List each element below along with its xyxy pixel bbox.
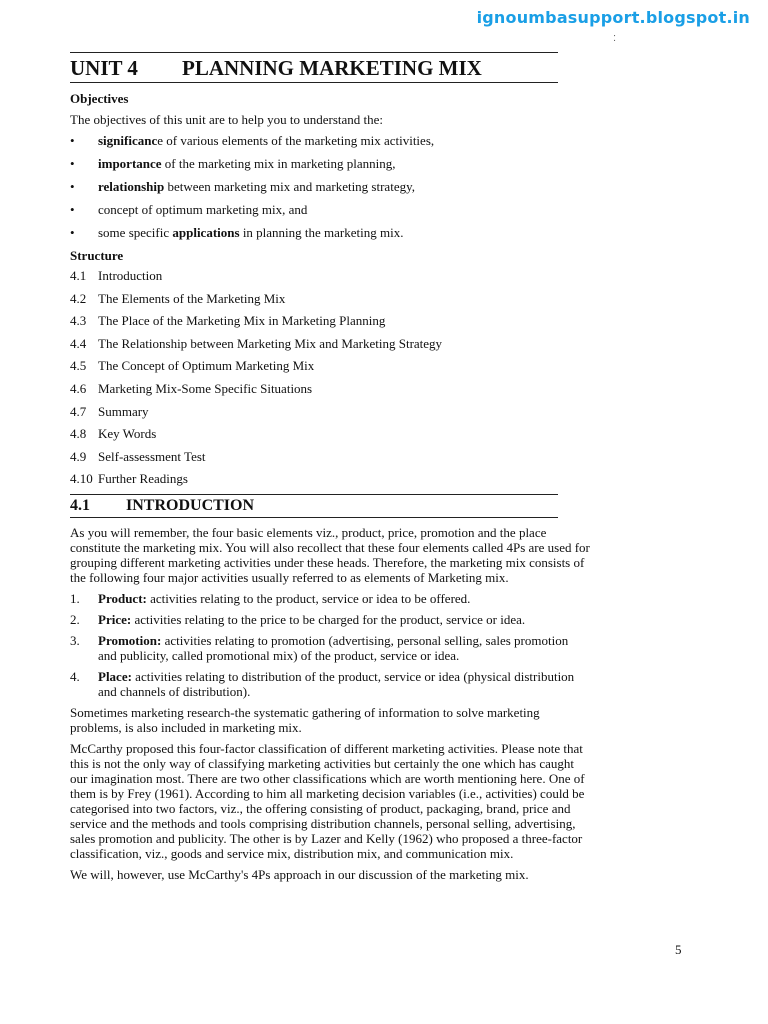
research-paragraph: Sometimes marketing research-the systematic gathering of information to solve marketing problems, is also included in marketing mix. xyxy=(70,704,540,735)
structure-label: Marketing Mix-Some Specific Situations xyxy=(98,380,313,396)
closing-paragraph: We will, however, use McCarthy's 4Ps approach in our discussion of the marketing mix. xyxy=(70,866,529,882)
objective-item xyxy=(70,202,590,217)
watermark-url: ignoumbasupport.blogspot.in xyxy=(476,8,750,27)
objectives-heading: Objectives xyxy=(70,91,129,106)
objective-bold: relationship xyxy=(98,179,165,194)
watermark-mark: : xyxy=(612,32,616,44)
objective-text: e of various elements of the marketing mix activities, xyxy=(157,133,435,148)
structure-item xyxy=(70,404,590,419)
element-bold: Promotion: xyxy=(98,632,162,648)
element-num: 3. xyxy=(70,632,80,648)
element-text: activities relating to promotion (advertising, personal selling, sales promotion and publicity, called promotional mix) of the product, service or idea. xyxy=(98,632,569,663)
structure-item xyxy=(70,268,590,283)
structure-list xyxy=(70,268,590,486)
element-num: 4. xyxy=(70,668,80,684)
section-title-text: INTRODUCTION xyxy=(126,496,255,514)
objective-bold: significanc xyxy=(98,133,158,148)
objective-text: between marketing mix and marketing strategy, xyxy=(164,179,415,194)
bullet-icon: • xyxy=(70,133,75,148)
structure-num: 4.2 xyxy=(70,290,87,306)
section-number: 4.1 xyxy=(70,496,90,514)
structure-label: Summary xyxy=(98,403,149,419)
element-item xyxy=(70,669,590,699)
page-number: 5 xyxy=(675,942,682,957)
structure-num: 4.9 xyxy=(70,448,87,464)
unit-number: UNIT 4 xyxy=(70,56,138,80)
structure-item xyxy=(70,313,590,328)
marketing-elements-list xyxy=(70,591,590,699)
structure-num: 4.1 xyxy=(70,268,87,283)
element-text: activities relating to distribution of the product, service or idea (physical distribution and channels of distribution). xyxy=(98,668,575,699)
element-bold: Price: xyxy=(98,611,132,627)
structure-item xyxy=(70,291,590,306)
bullet-icon: • xyxy=(70,156,75,171)
document-page xyxy=(70,52,590,888)
structure-item xyxy=(70,381,590,396)
element-item xyxy=(70,633,590,663)
element-text: activities relating to the price to be charged for the product, service or idea. xyxy=(131,611,526,627)
objectives-intro: The objectives of this unit are to help you to understand the: xyxy=(70,112,384,127)
structure-label: Key Words xyxy=(98,426,157,442)
unit-title xyxy=(70,52,558,83)
bullet-icon: • xyxy=(70,225,75,240)
structure-label: The Elements of the Marketing Mix xyxy=(98,290,286,306)
bullet-icon: • xyxy=(70,202,75,217)
objective-item xyxy=(70,156,590,171)
structure-num: 4.7 xyxy=(70,403,87,419)
structure-item xyxy=(70,471,590,486)
objective-text-pre: some specific xyxy=(98,225,173,240)
objective-item xyxy=(70,225,590,240)
structure-num: 4.5 xyxy=(70,358,87,374)
element-bold: Place: xyxy=(98,668,132,684)
element-bold: Product: xyxy=(98,590,147,606)
structure-label: The Concept of Optimum Marketing Mix xyxy=(98,358,315,374)
structure-heading: Structure xyxy=(70,248,124,263)
structure-num: 4.10 xyxy=(70,471,93,487)
element-item xyxy=(70,591,590,606)
objective-text: concept of optimum marketing mix, and xyxy=(98,202,308,217)
objective-bold: importance xyxy=(98,156,162,171)
element-item xyxy=(70,612,590,627)
structure-item xyxy=(70,449,590,464)
objective-text: in planning the marketing mix. xyxy=(239,225,404,240)
structure-label: The Place of the Marketing Mix in Marketing Planning xyxy=(98,313,386,329)
element-num: 2. xyxy=(70,611,80,627)
mccarthy-paragraph: McCarthy proposed this four-factor classification of different marketing activities. Please note that this is not the only way of classifying marketing activities but certainly the one which has caught our imagination most. There are two other classifications which are worth mentioning here. One of them is by Frey (1961). According to him all marketing decision variables (i.e., activities) could be categorised into two factors, viz., the offering consisting of product, packaging, brand, price and service and the methods and tools comprising distribution channels, personal selling, advertising, sales promotion and publicity. The other is by Lazer and Kelly (1962) who proposed a three-factor classification, viz., goods and service mix, distribution mix, and communication mix. xyxy=(70,740,585,861)
structure-label: Further Readings xyxy=(98,471,188,487)
objective-item xyxy=(70,179,590,194)
unit-title-text: PLANNING MARKETING MIX xyxy=(182,56,482,80)
objective-text: of the marketing mix in marketing planning, xyxy=(161,156,396,171)
structure-item xyxy=(70,336,590,351)
structure-item xyxy=(70,358,590,373)
structure-num: 4.6 xyxy=(70,380,87,396)
structure-num: 4.8 xyxy=(70,426,87,442)
element-text: activities relating to the product, service or idea to be offered. xyxy=(146,590,471,606)
objective-item xyxy=(70,133,590,148)
structure-item xyxy=(70,426,590,441)
structure-label: Introduction xyxy=(98,268,163,283)
element-num: 1. xyxy=(70,590,80,606)
section-title xyxy=(70,494,558,518)
structure-num: 4.4 xyxy=(70,335,87,351)
intro-paragraph: As you will remember, the four basic elements viz., product, price, promotion and the place constitute the marketing mix. You will also recollect that these four elements called 4Ps are used for grouping different marketing activities under these heads. Therefore, the marketing mix consists of the following four major activities usually referred to as elements of Marketing mix. xyxy=(70,524,590,585)
objectives-list xyxy=(70,133,590,240)
structure-num: 4.3 xyxy=(70,313,87,329)
structure-label: The Relationship between Marketing Mix and Marketing Strategy xyxy=(98,335,443,351)
structure-label: Self-assessment Test xyxy=(98,448,206,464)
bullet-icon: • xyxy=(70,179,75,194)
objective-bold: applications xyxy=(172,225,240,240)
